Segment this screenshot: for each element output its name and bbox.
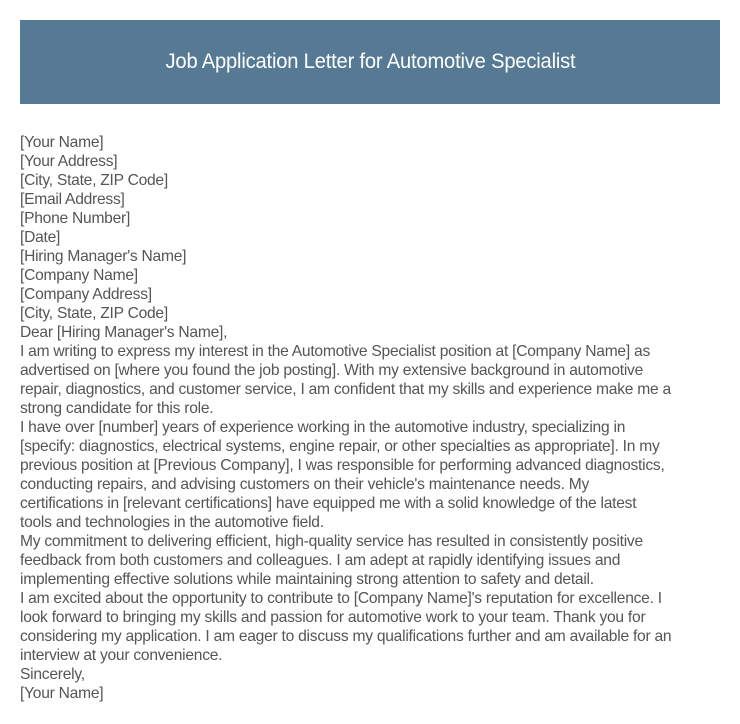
- paragraph-line: I have over [number] years of experience working in the automotive industry, specializing in: [20, 419, 626, 436]
- page-title: Job Application Letter for Automotive Specialist: [165, 50, 575, 73]
- recipient-block: [20, 247, 732, 323]
- salutation: Dear [Hiring Manager's Name],: [20, 324, 228, 341]
- paragraph-line: considering my application. I am eager to discuss my qualifications further and am available for an: [20, 628, 672, 645]
- recipient-hiring-manager: [Hiring Manager's Name]: [20, 248, 187, 265]
- paragraph-line: conducting repairs, and advising customers on their vehicle's maintenance needs. My: [20, 476, 590, 493]
- sender-email: [Email Address]: [20, 191, 125, 208]
- paragraph-line: implementing effective solutions while maintaining strong attention to safety and detail.: [20, 571, 594, 588]
- paragraph-line: I am excited about the opportunity to contribute to [Company Name]'s reputation for excellence. I: [20, 590, 662, 607]
- recipient-company-name: [Company Name]: [20, 267, 138, 284]
- paragraph-intro: [20, 342, 732, 418]
- letter-body: [20, 133, 732, 703]
- paragraph-commitment: [20, 532, 732, 589]
- recipient-city-state-zip: [City, State, ZIP Code]: [20, 305, 168, 322]
- paragraph-line: advertised on [where you found the job posting]. With my extensive background in automotive: [20, 362, 644, 379]
- paragraph-line: feedback from both customers and colleagues. I am adept at rapidly identifying issues and: [20, 552, 621, 569]
- sender-name: [Your Name]: [20, 134, 104, 151]
- closing: Sincerely,: [20, 666, 85, 683]
- paragraph-line: [specify: diagnostics, electrical systems, engine repair, or other specialties as appropriate]. In my: [20, 438, 660, 455]
- paragraph-line: interview at your convenience.: [20, 647, 223, 664]
- sender-city-state-zip: [City, State, ZIP Code]: [20, 172, 168, 189]
- sender-block: [20, 133, 732, 247]
- page-header: [20, 20, 720, 104]
- paragraph-line: My commitment to delivering efficient, high-quality service has resulted in consistently positive: [20, 533, 643, 550]
- signature: [Your Name]: [20, 685, 104, 702]
- letter-date: [Date]: [20, 229, 61, 246]
- paragraph-line: repair, diagnostics, and customer service, I am confident that my skills and experience make me a: [20, 381, 671, 398]
- paragraph-experience: [20, 418, 732, 532]
- sender-phone: [Phone Number]: [20, 210, 131, 227]
- paragraph-line: strong candidate for this role.: [20, 400, 214, 417]
- paragraph-closing: [20, 589, 732, 665]
- paragraph-line: I am writing to express my interest in the Automotive Specialist position at [Company Name] as: [20, 343, 650, 360]
- paragraph-line: tools and technologies in the automotive field.: [20, 514, 324, 531]
- paragraph-line: look forward to bringing my skills and passion for automotive work to your team. Thank you for: [20, 609, 646, 626]
- paragraph-line: certifications in [relevant certifications] have equipped me with a solid knowledge of the latest: [20, 495, 637, 512]
- recipient-company-address: [Company Address]: [20, 286, 152, 303]
- sender-address: [Your Address]: [20, 153, 118, 170]
- paragraph-line: previous position at [Previous Company], I was responsible for performing advanced diagnostics,: [20, 457, 665, 474]
